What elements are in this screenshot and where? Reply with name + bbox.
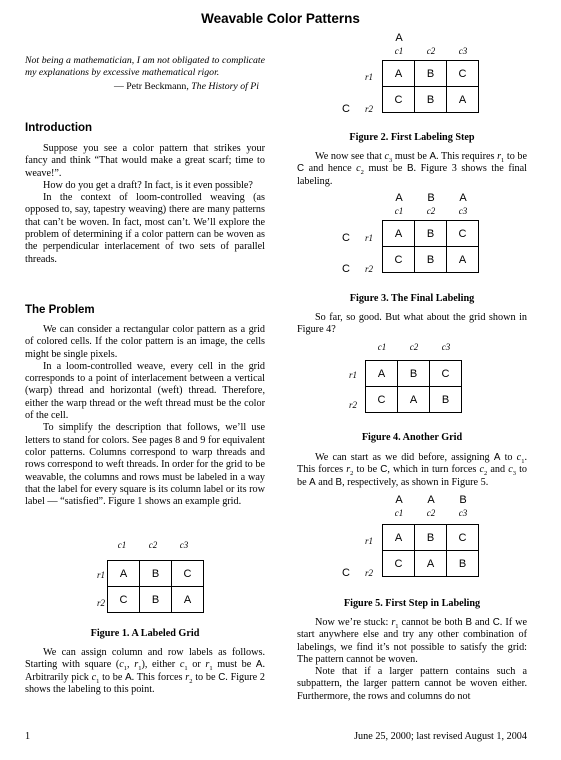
footer-date: June 25, 2000; last revised August 1, 2004 — [354, 731, 527, 742]
grid-cell: A — [108, 561, 140, 587]
grid-cell: B — [415, 221, 447, 247]
col-label-c3: c3 — [179, 540, 189, 550]
col-label-c1: c1 — [394, 206, 404, 216]
grid-cell: C — [108, 587, 140, 613]
grid-cell: C — [172, 561, 204, 587]
grid-cell: B — [415, 61, 447, 87]
right-paragraph-4-5-block — [297, 617, 527, 703]
grid-cell: A — [415, 551, 447, 577]
problem-paragraph-4: We can assign column and row labels as follows. Starting with square ($c_1$, $r_1$), either $c_1$ or $r_1$ must be A. Arbitrarily pick $c_1$ to be A. This forces $r_2$ to be C. Figure 2 shows the labeling to this point. — [25, 647, 265, 695]
grid-cell: C — [383, 551, 415, 577]
intro-heading: Introduction — [25, 122, 93, 134]
right-paragraph-2: So far, so good. But what about the grid shown in Figure 4? — [297, 312, 527, 336]
problem-section — [25, 303, 265, 508]
fig5-top-label-3: B — [459, 494, 467, 506]
grid-cell: A — [383, 61, 415, 87]
col-label-c1: c1 — [394, 508, 404, 518]
intro-paragraph-3: In the context of loom-controlled weaving (as opposed to, say, tapestry weaving) there are many patterns that can’t be woven. In fact, most can’t. We’ll explore the problem of determining if a color pattern can be woven as the perpendicular interlacement of two sets of parallel threads. — [25, 192, 265, 265]
row-label-r2: r2 — [96, 598, 105, 608]
epigraph-book: The History of Pi — [191, 81, 259, 92]
col-label-c2: c2 — [409, 342, 419, 352]
figure-3-caption: Figure 3. The Final Labeling — [349, 293, 475, 304]
grid-cell: A — [447, 247, 479, 273]
grid-cell: C — [383, 87, 415, 113]
row-label-r1: r1 — [364, 233, 373, 243]
intro-paragraph-2: How do you get a draft? In fact, is it even possible? — [43, 179, 253, 191]
row-label-r1: r1 — [96, 570, 105, 580]
figure-3 — [337, 192, 497, 287]
right-paragraph-1: We now see that $c_3$ must be A. This requires $r_1$ to be C and hence $c_2$ must be B. Figure 3 shows the final labeling. — [297, 151, 527, 187]
col-label-c3: c3 — [458, 206, 468, 216]
problem-paragraph-3: To simplify the description that follows, we’ll use letters to stand for colors. See pages 8 and 9 for equivalent color patterns. Columns correspond to warp threads and rows correspond to weft threads. In order for the grid to be weavable, the columns and rows must be labeled in a way that the label for every square is its column label or its row label — “satisfied”. Figure 1 shows an example grid. — [25, 422, 265, 508]
fig5-side-label-2: C — [342, 567, 350, 579]
grid-cell: A — [366, 361, 398, 387]
epigraph — [25, 55, 265, 93]
grid-figure-1 — [107, 560, 204, 613]
grid-figure-2 — [382, 60, 479, 113]
col-label-c1: c1 — [394, 46, 404, 56]
col-label-c1: c1 — [117, 540, 127, 550]
fig3-top-label-1: A — [395, 192, 403, 204]
row-label-r2: r2 — [348, 400, 357, 410]
grid-cell: B — [415, 525, 447, 551]
col-label-c2: c2 — [426, 206, 436, 216]
fig5-top-label-1: A — [395, 494, 403, 506]
right-paragraph-3-block — [297, 452, 527, 489]
problem-continued — [25, 647, 265, 696]
row-label-r2: r2 — [364, 104, 373, 114]
fig3-top-label-2: B — [427, 192, 435, 204]
row-label-r2: r2 — [364, 264, 373, 274]
grid-cell: B — [140, 561, 172, 587]
right-paragraph-4: Now we’re stuck: $r_1$ cannot be both B and C. If we start anywhere else and try any other combination of labelings, we find it’s not possible to satisfy the grid: The pattern cannot be woven. — [297, 617, 527, 665]
fig3-top-label-3: A — [459, 192, 467, 204]
col-label-c2: c2 — [426, 46, 436, 56]
right-paragraph-5: Note that if a larger pattern contains such a subpattern, the larger pattern cannot be woven either. Furthermore, the rows and columns do not — [297, 666, 527, 702]
grid-cell: A — [398, 387, 430, 413]
epigraph-attribution — [25, 81, 265, 93]
col-label-c3: c3 — [458, 508, 468, 518]
col-label-c3: c3 — [441, 342, 451, 352]
grid-figure-3 — [382, 220, 479, 273]
col-label-c1: c1 — [377, 342, 387, 352]
grid-cell: C — [447, 525, 479, 551]
grid-cell: B — [430, 387, 462, 413]
grid-cell: C — [430, 361, 462, 387]
grid-cell: B — [447, 551, 479, 577]
grid-cell: C — [383, 247, 415, 273]
right-paragraph-1-block — [297, 151, 527, 188]
row-label-r1: r1 — [348, 370, 357, 380]
right-paragraph-3: We can start as we did before, assigning A to $c_1$. This forces $r_2$ to be C, which in turn forces $c_2$ and $c_3$ to be A and B, respectively, as shown in Figure 5. — [297, 452, 527, 488]
grid-figure-5 — [382, 524, 479, 577]
intro-paragraph-1: Suppose you see a color pattern that strikes your fancy and think “That would make a great scarf; time to weave!”. — [25, 143, 265, 179]
fig3-side-label-2: C — [342, 263, 350, 275]
problem-heading: The Problem — [25, 304, 95, 316]
figure-1 — [85, 540, 235, 640]
col-label-c2: c2 — [148, 540, 158, 550]
problem-paragraph-1: We can consider a rectangular color pattern as a grid of colored cells. If the color pattern is an image, the cells might be single pixels. — [25, 324, 265, 360]
fig5-top-label-2: A — [427, 494, 435, 506]
grid-cell: B — [415, 247, 447, 273]
figure-1-caption: Figure 1. A Labeled Grid — [90, 628, 200, 639]
problem-paragraph-2: In a loom-controlled weave, every cell in the grid corresponds to a point of interlacement between a vertical (warp) thread and horizontal (weft) thread. Therefore, either the warp thread or the weft thread must be the color of the cell. — [25, 360, 265, 422]
grid-cell: A — [383, 221, 415, 247]
intro-section — [25, 121, 265, 266]
grid-cell: A — [447, 87, 479, 113]
page-number: 1 — [25, 731, 31, 742]
epigraph-quote: Not being a mathematician, I am not obligated to complicate my explanations by excessive mathematical rigor. — [25, 55, 265, 78]
grid-cell: A — [172, 587, 204, 613]
figure-5 — [337, 494, 497, 589]
fig2-top-label-1: A — [395, 32, 403, 44]
grid-cell: B — [140, 587, 172, 613]
figure-5-caption: Figure 5. First Step in Labeling — [343, 598, 481, 609]
grid-cell: A — [383, 525, 415, 551]
col-label-c3: c3 — [458, 46, 468, 56]
col-label-c2: c2 — [426, 508, 436, 518]
grid-cell: C — [447, 61, 479, 87]
grid-figure-4 — [365, 360, 462, 413]
row-label-r1: r1 — [364, 72, 373, 82]
figure-2-caption: Figure 2. First Labeling Step — [349, 132, 475, 143]
grid-cell: C — [366, 387, 398, 413]
right-paragraph-2-block — [297, 312, 527, 337]
figure-2 — [337, 30, 497, 125]
fig3-side-label-1: C — [342, 232, 350, 244]
figure-4-caption: Figure 4. Another Grid — [361, 432, 463, 443]
grid-cell: C — [447, 221, 479, 247]
figure-4 — [337, 342, 497, 427]
row-label-r2: r2 — [364, 568, 373, 578]
grid-cell: B — [415, 87, 447, 113]
row-label-r1: r1 — [364, 536, 373, 546]
page-title: Weavable Color Patterns — [201, 11, 360, 26]
grid-cell: B — [398, 361, 430, 387]
epigraph-author: — Petr Beckmann, — [113, 81, 192, 92]
fig2-side-label-2: C — [342, 103, 350, 115]
